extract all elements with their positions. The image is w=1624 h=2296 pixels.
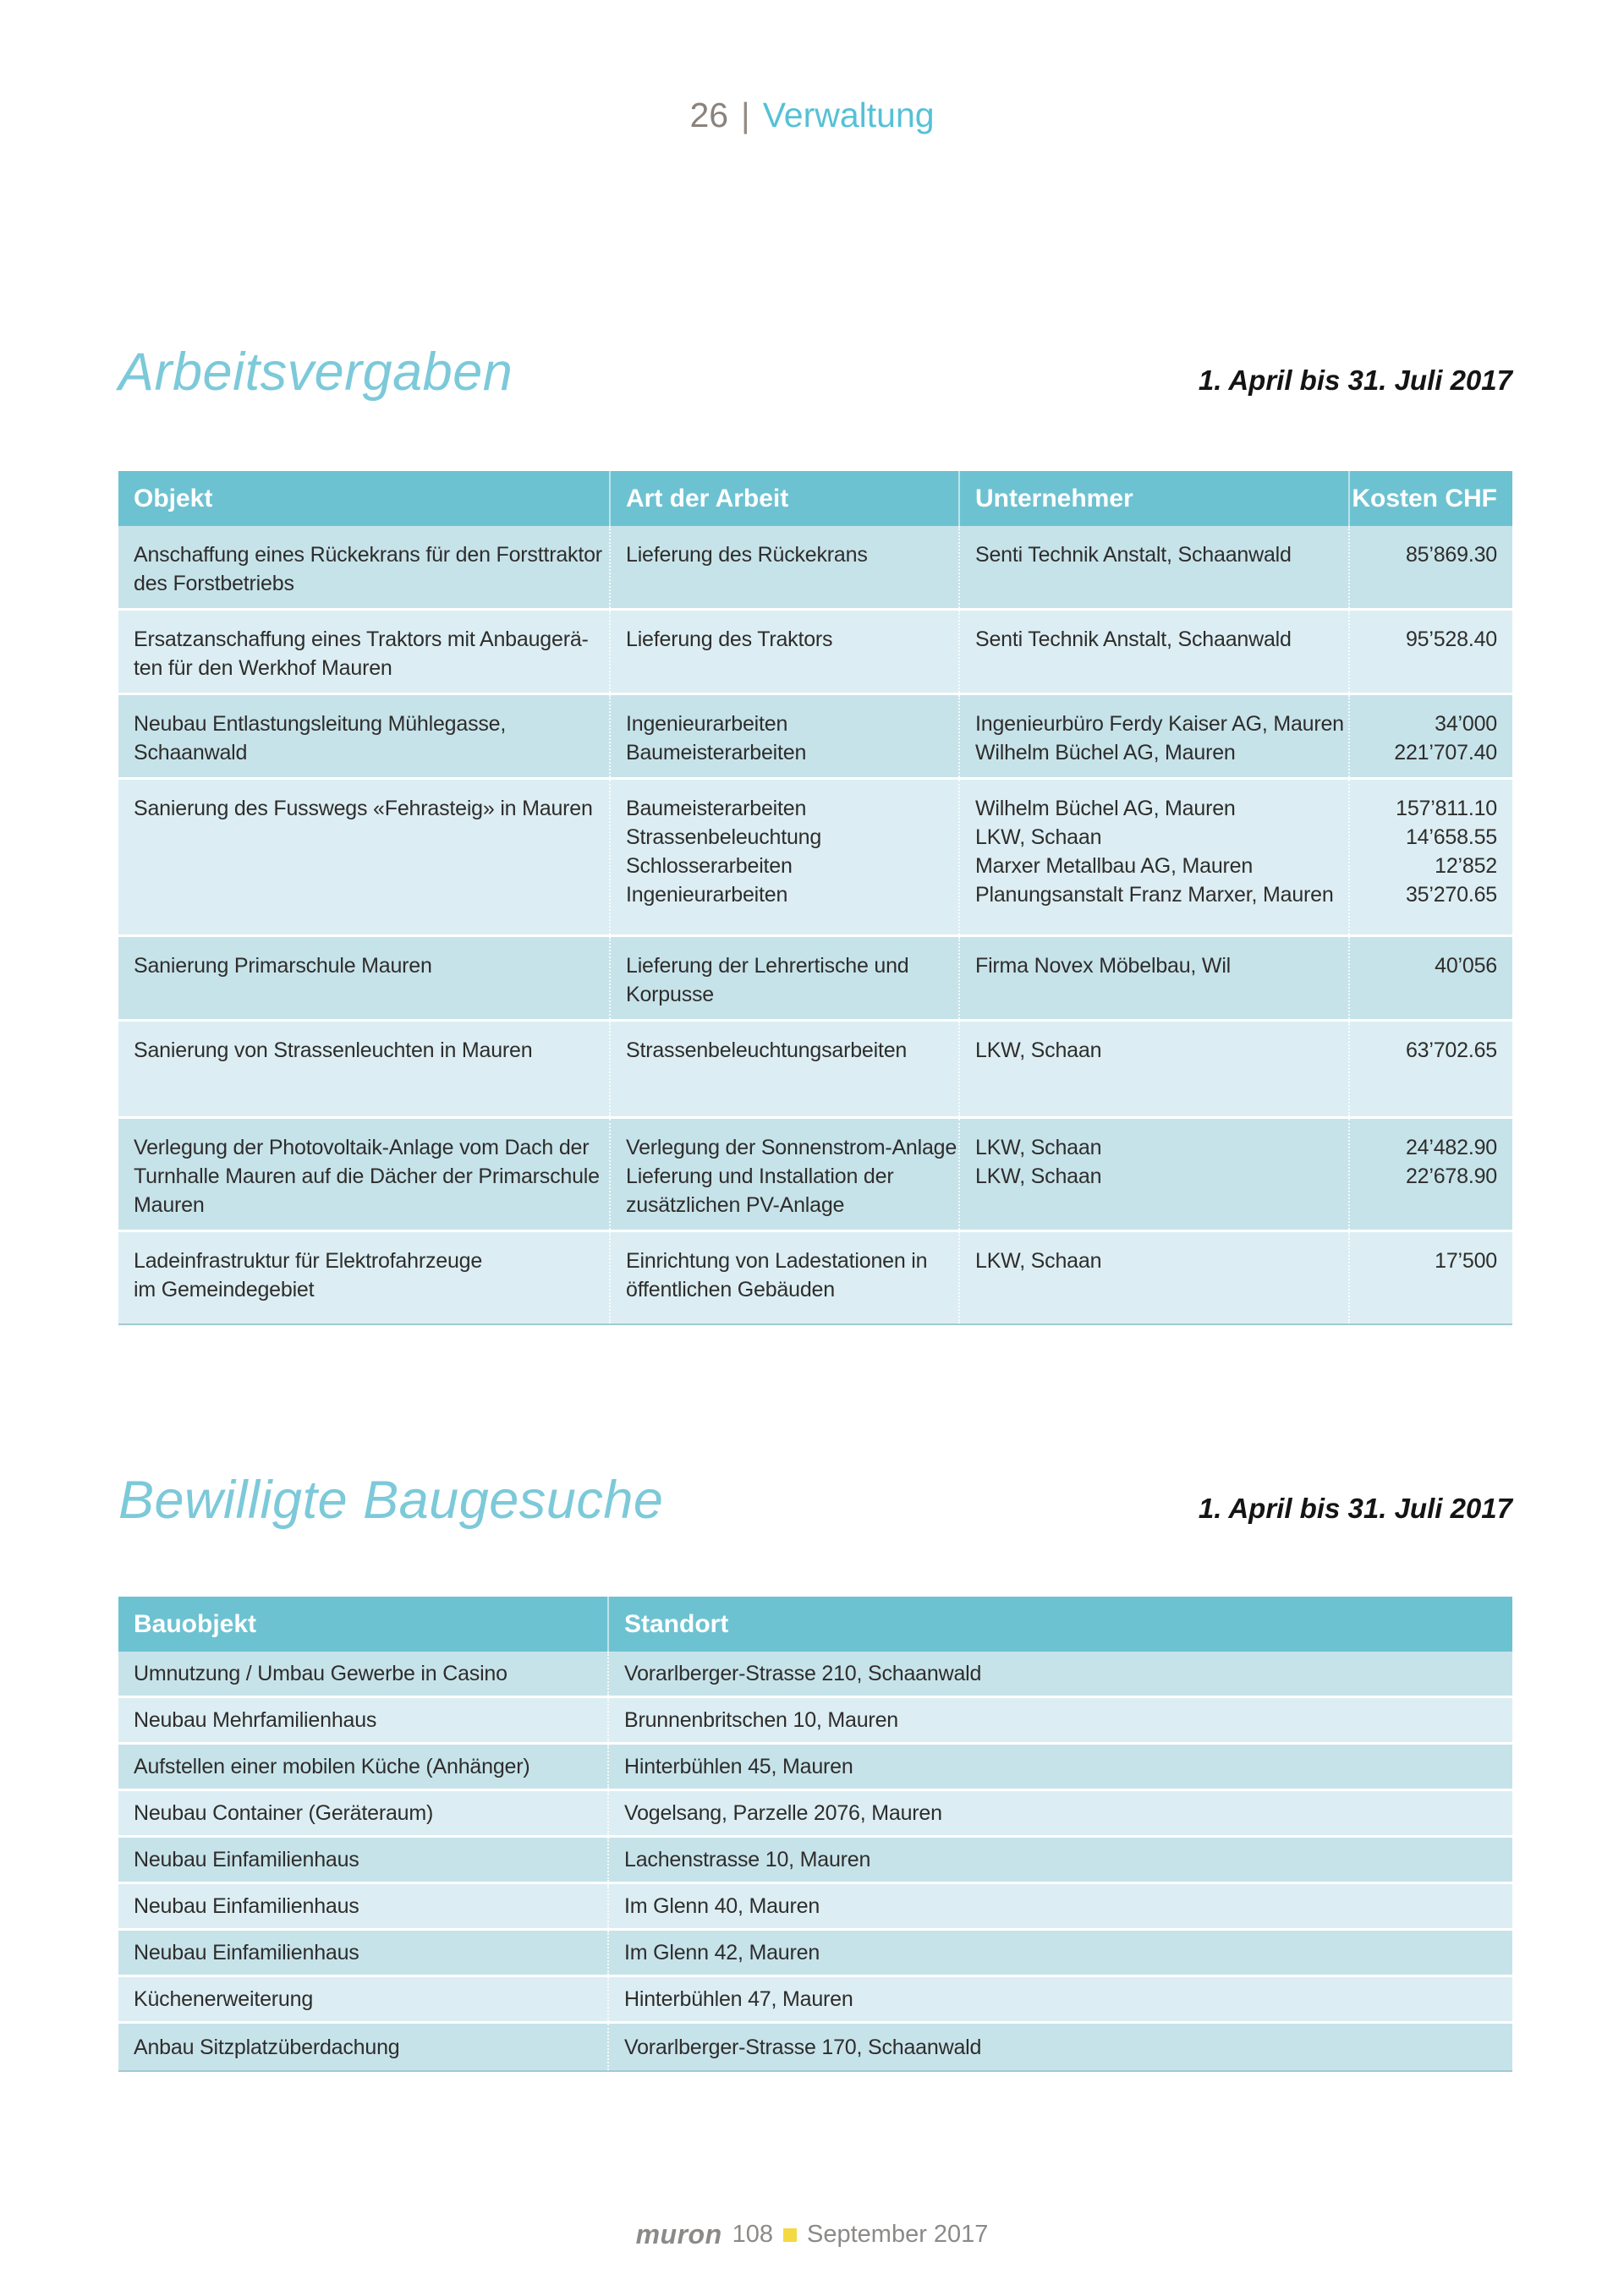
- cell-unternehmer: [958, 1119, 1348, 1230]
- text-line: öffentlichen Gebäuden: [626, 1278, 835, 1301]
- text-line: Schlosserarbeiten: [626, 854, 793, 878]
- cell-bauobjekt: [118, 1698, 607, 1742]
- text-line: Senti Technik Anstalt, Schaanwald: [975, 543, 1292, 567]
- text-line: 221’707.40: [1394, 741, 1497, 764]
- column-header-standort: Standort: [607, 1597, 1512, 1652]
- text-line: 40’056: [1435, 954, 1497, 978]
- cell-bauobjekt: [118, 2024, 607, 2070]
- text-line: 22’678.90: [1405, 1164, 1497, 1188]
- cell-art: [609, 526, 958, 608]
- text-line: Neubau Container (Geräteraum): [134, 1801, 434, 1825]
- text-line: ten für den Werkhof Mauren: [134, 656, 392, 680]
- column-header-objekt: Objekt: [134, 484, 213, 512]
- cell-art: [609, 695, 958, 777]
- section-period: 1. April bis 31. Juli 2017: [1198, 1493, 1512, 1524]
- cell-bauobjekt: [118, 1838, 607, 1882]
- text-line: Aufstellen einer mobilen Küche (Anhänger): [134, 1755, 530, 1778]
- text-line: 63’702.65: [1405, 1038, 1497, 1062]
- cell-unternehmer: [958, 611, 1348, 693]
- text-line: Brunnenbritschen 10, Mauren: [624, 1708, 898, 1732]
- cell-kosten: [1348, 526, 1512, 608]
- cell-objekt: [118, 780, 609, 934]
- text-line: Lachenstrasse 10, Mauren: [624, 1848, 871, 1871]
- text-line: LKW, Schaan: [975, 825, 1102, 849]
- text-line: Marxer Metallbau AG, Mauren: [975, 854, 1254, 878]
- table-header: [118, 471, 1512, 526]
- text-line: Neubau Einfamilienhaus: [134, 1894, 359, 1918]
- text-line: 14’658.55: [1405, 825, 1497, 849]
- table-row: [118, 1931, 1512, 1977]
- table-row: [118, 695, 1512, 780]
- cell-bauobjekt: [118, 1931, 607, 1975]
- cell-standort: [607, 1791, 1512, 1835]
- section-label: Verwaltung: [762, 96, 935, 134]
- text-line: Wilhelm Büchel AG, Mauren: [975, 741, 1236, 764]
- cell-objekt: [118, 695, 609, 777]
- text-line: Wilhelm Büchel AG, Mauren: [975, 797, 1236, 820]
- table-row: [118, 1232, 1512, 1323]
- text-line: Verlegung der Sonnenstrom-Anlage: [626, 1136, 957, 1159]
- section-title: Arbeitsvergaben: [118, 342, 513, 402]
- text-line: Planungsanstalt Franz Marxer, Mauren: [975, 883, 1334, 907]
- text-line: 157’811.10: [1396, 797, 1497, 820]
- cell-standort: [607, 1698, 1512, 1742]
- text-line: Anschaffung eines Rückekrans für den Forsttraktor: [134, 543, 602, 567]
- table-row: [118, 1119, 1512, 1232]
- cell-art: [609, 1119, 958, 1230]
- text-line: Anbau Sitzplatzüberdachung: [134, 2035, 400, 2059]
- text-line: 17’500: [1435, 1249, 1497, 1273]
- text-line: Einrichtung von Ladestationen in: [626, 1249, 928, 1273]
- column-header-art-der-arbeit: Art der Arbeit: [609, 471, 958, 526]
- section-title: Bewilligte Baugesuche: [118, 1471, 664, 1530]
- text-line: Senti Technik Anstalt, Schaanwald: [975, 627, 1292, 651]
- yellow-square-icon: [783, 2228, 797, 2242]
- text-line: Küchenerweiterung: [134, 1987, 314, 2011]
- text-line: Sanierung des Fusswegs «Fehrasteig» in Mauren: [134, 797, 593, 820]
- text-line: Umnutzung / Umbau Gewerbe in Casino: [134, 1662, 508, 1685]
- cell-objekt: [118, 1119, 609, 1230]
- table-row: [118, 611, 1512, 695]
- cell-standort: [607, 1931, 1512, 1975]
- table-row: [118, 2024, 1512, 2070]
- text-line: Strassenbeleuchtung: [626, 825, 822, 849]
- section-period: 1. April bis 31. Juli 2017: [1198, 364, 1512, 396]
- section-arbeitsvergaben-titlebar: [118, 342, 1512, 403]
- page-footer: [0, 2219, 1624, 2250]
- text-line: Neubau Einfamilienhaus: [134, 1848, 359, 1871]
- text-line: Hinterbühlen 47, Mauren: [624, 1987, 853, 2011]
- text-line: Ingenieurarbeiten: [626, 883, 788, 907]
- text-line: Lieferung des Rückekrans: [626, 543, 868, 567]
- page-header: [0, 96, 1624, 134]
- issue-number: 108: [732, 2221, 773, 2248]
- text-line: 95’528.40: [1405, 627, 1497, 651]
- text-line: Im Glenn 40, Mauren: [624, 1894, 820, 1918]
- text-line: Im Glenn 42, Mauren: [624, 1941, 820, 1964]
- text-line: Firma Novex Möbelbau, Wil: [975, 954, 1232, 978]
- cell-kosten: [1348, 780, 1512, 934]
- text-line: im Gemeindegebiet: [134, 1278, 315, 1301]
- cell-kosten: [1348, 1119, 1512, 1230]
- text-line: Mauren: [134, 1193, 205, 1217]
- text-line: Baumeisterarbeiten: [626, 741, 807, 764]
- cell-unternehmer: [958, 1232, 1348, 1323]
- table-row: [118, 1745, 1512, 1791]
- text-line: Ingenieurarbeiten: [626, 712, 788, 736]
- baugesuche-table: [118, 1597, 1512, 2072]
- text-line: Ladeinfrastruktur für Elektrofahrzeuge: [134, 1249, 483, 1273]
- table-row: [118, 1977, 1512, 2024]
- text-line: des Forstbetriebs: [134, 572, 294, 595]
- table-body: [118, 526, 1512, 1325]
- text-line: Lieferung der Lehrertische und: [626, 954, 909, 978]
- text-line: Vogelsang, Parzelle 2076, Mauren: [624, 1801, 942, 1825]
- cell-art: [609, 780, 958, 934]
- cell-kosten: [1348, 1232, 1512, 1323]
- text-line: Lieferung und Installation der: [626, 1164, 894, 1188]
- cell-art: [609, 937, 958, 1019]
- cell-bauobjekt: [118, 1652, 607, 1696]
- text-line: LKW, Schaan: [975, 1164, 1102, 1188]
- table-row: [118, 526, 1512, 611]
- text-line: 12’852: [1435, 854, 1497, 878]
- cell-objekt: [118, 1232, 609, 1323]
- cell-standort: [607, 1838, 1512, 1882]
- text-line: Turnhalle Mauren auf die Dächer der Primarschule: [134, 1164, 600, 1188]
- table-row: [118, 1022, 1512, 1119]
- cell-bauobjekt: [118, 1884, 607, 1928]
- table-row: [118, 1791, 1512, 1838]
- table-row: [118, 780, 1512, 937]
- section-baugesuche-titlebar: [118, 1470, 1512, 1531]
- text-line: Verlegung der Photovoltaik-Anlage vom Dach der: [134, 1136, 590, 1159]
- text-line: zusätzlichen PV-Anlage: [626, 1193, 845, 1217]
- cell-kosten: [1348, 937, 1512, 1019]
- cell-art: [609, 611, 958, 693]
- text-line: Vorarlberger-Strasse 210, Schaanwald: [624, 1662, 982, 1685]
- cell-unternehmer: [958, 780, 1348, 934]
- text-line: Korpusse: [626, 983, 715, 1006]
- text-line: Neubau Mehrfamilienhaus: [134, 1708, 377, 1732]
- text-line: Lieferung des Traktors: [626, 627, 833, 651]
- text-line: LKW, Schaan: [975, 1136, 1102, 1159]
- cell-bauobjekt: [118, 1745, 607, 1789]
- text-line: Ersatzanschaffung eines Traktors mit Anbaugerä-: [134, 627, 589, 651]
- text-line: Strassenbeleuchtungsarbeiten: [626, 1038, 908, 1062]
- cell-bauobjekt: [118, 1791, 607, 1835]
- text-line: Sanierung von Strassenleuchten in Mauren: [134, 1038, 533, 1062]
- cell-objekt: [118, 526, 609, 608]
- cell-standort: [607, 1652, 1512, 1696]
- text-line: Sanierung Primarschule Mauren: [134, 954, 432, 978]
- table-row: [118, 1652, 1512, 1698]
- text-line: Hinterbühlen 45, Mauren: [624, 1755, 853, 1778]
- table-row: [118, 937, 1512, 1022]
- cell-kosten: [1348, 1022, 1512, 1116]
- cell-unternehmer: [958, 1022, 1348, 1116]
- text-line: 35’270.65: [1405, 883, 1497, 907]
- column-header-bauobjekt: Bauobjekt: [134, 1609, 257, 1638]
- cell-unternehmer: [958, 526, 1348, 608]
- text-line: Baumeisterarbeiten: [626, 797, 807, 820]
- text-line: Schaanwald: [134, 741, 248, 764]
- table-row: [118, 1884, 1512, 1931]
- cell-standort: [607, 1745, 1512, 1789]
- text-line: LKW, Schaan: [975, 1249, 1102, 1273]
- table-body: [118, 1652, 1512, 2072]
- issue-date: September 2017: [807, 2221, 989, 2248]
- cell-objekt: [118, 611, 609, 693]
- cell-art: [609, 1022, 958, 1116]
- page-number: 26: [689, 96, 729, 134]
- text-line: 85’869.30: [1405, 543, 1497, 567]
- table-header: [118, 1597, 1512, 1652]
- magazine-name: muron: [635, 2219, 722, 2249]
- header-separator: |: [741, 96, 750, 134]
- text-line: 34’000: [1435, 712, 1497, 736]
- cell-unternehmer: [958, 695, 1348, 777]
- cell-art: [609, 1232, 958, 1323]
- table-row: [118, 1838, 1512, 1884]
- cell-standort: [607, 1884, 1512, 1928]
- text-line: Vorarlberger-Strasse 170, Schaanwald: [624, 2035, 982, 2059]
- cell-bauobjekt: [118, 1977, 607, 2021]
- cell-standort: [607, 1977, 1512, 2021]
- cell-objekt: [118, 937, 609, 1019]
- text-line: Neubau Entlastungsleitung Mühlegasse,: [134, 712, 507, 736]
- cell-unternehmer: [958, 937, 1348, 1019]
- table-row: [118, 1698, 1512, 1745]
- column-header-unternehmer: Unternehmer: [958, 471, 1348, 526]
- text-line: Neubau Einfamilienhaus: [134, 1941, 359, 1964]
- text-line: 24’482.90: [1405, 1136, 1497, 1159]
- column-header-kosten-chf: Kosten CHF: [1348, 471, 1512, 526]
- cell-objekt: [118, 1022, 609, 1116]
- arbeitsvergaben-table: [118, 471, 1512, 1325]
- text-line: Ingenieurbüro Ferdy Kaiser AG, Mauren: [975, 712, 1344, 736]
- cell-kosten: [1348, 611, 1512, 693]
- cell-kosten: [1348, 695, 1512, 777]
- text-line: LKW, Schaan: [975, 1038, 1102, 1062]
- cell-standort: [607, 2024, 1512, 2070]
